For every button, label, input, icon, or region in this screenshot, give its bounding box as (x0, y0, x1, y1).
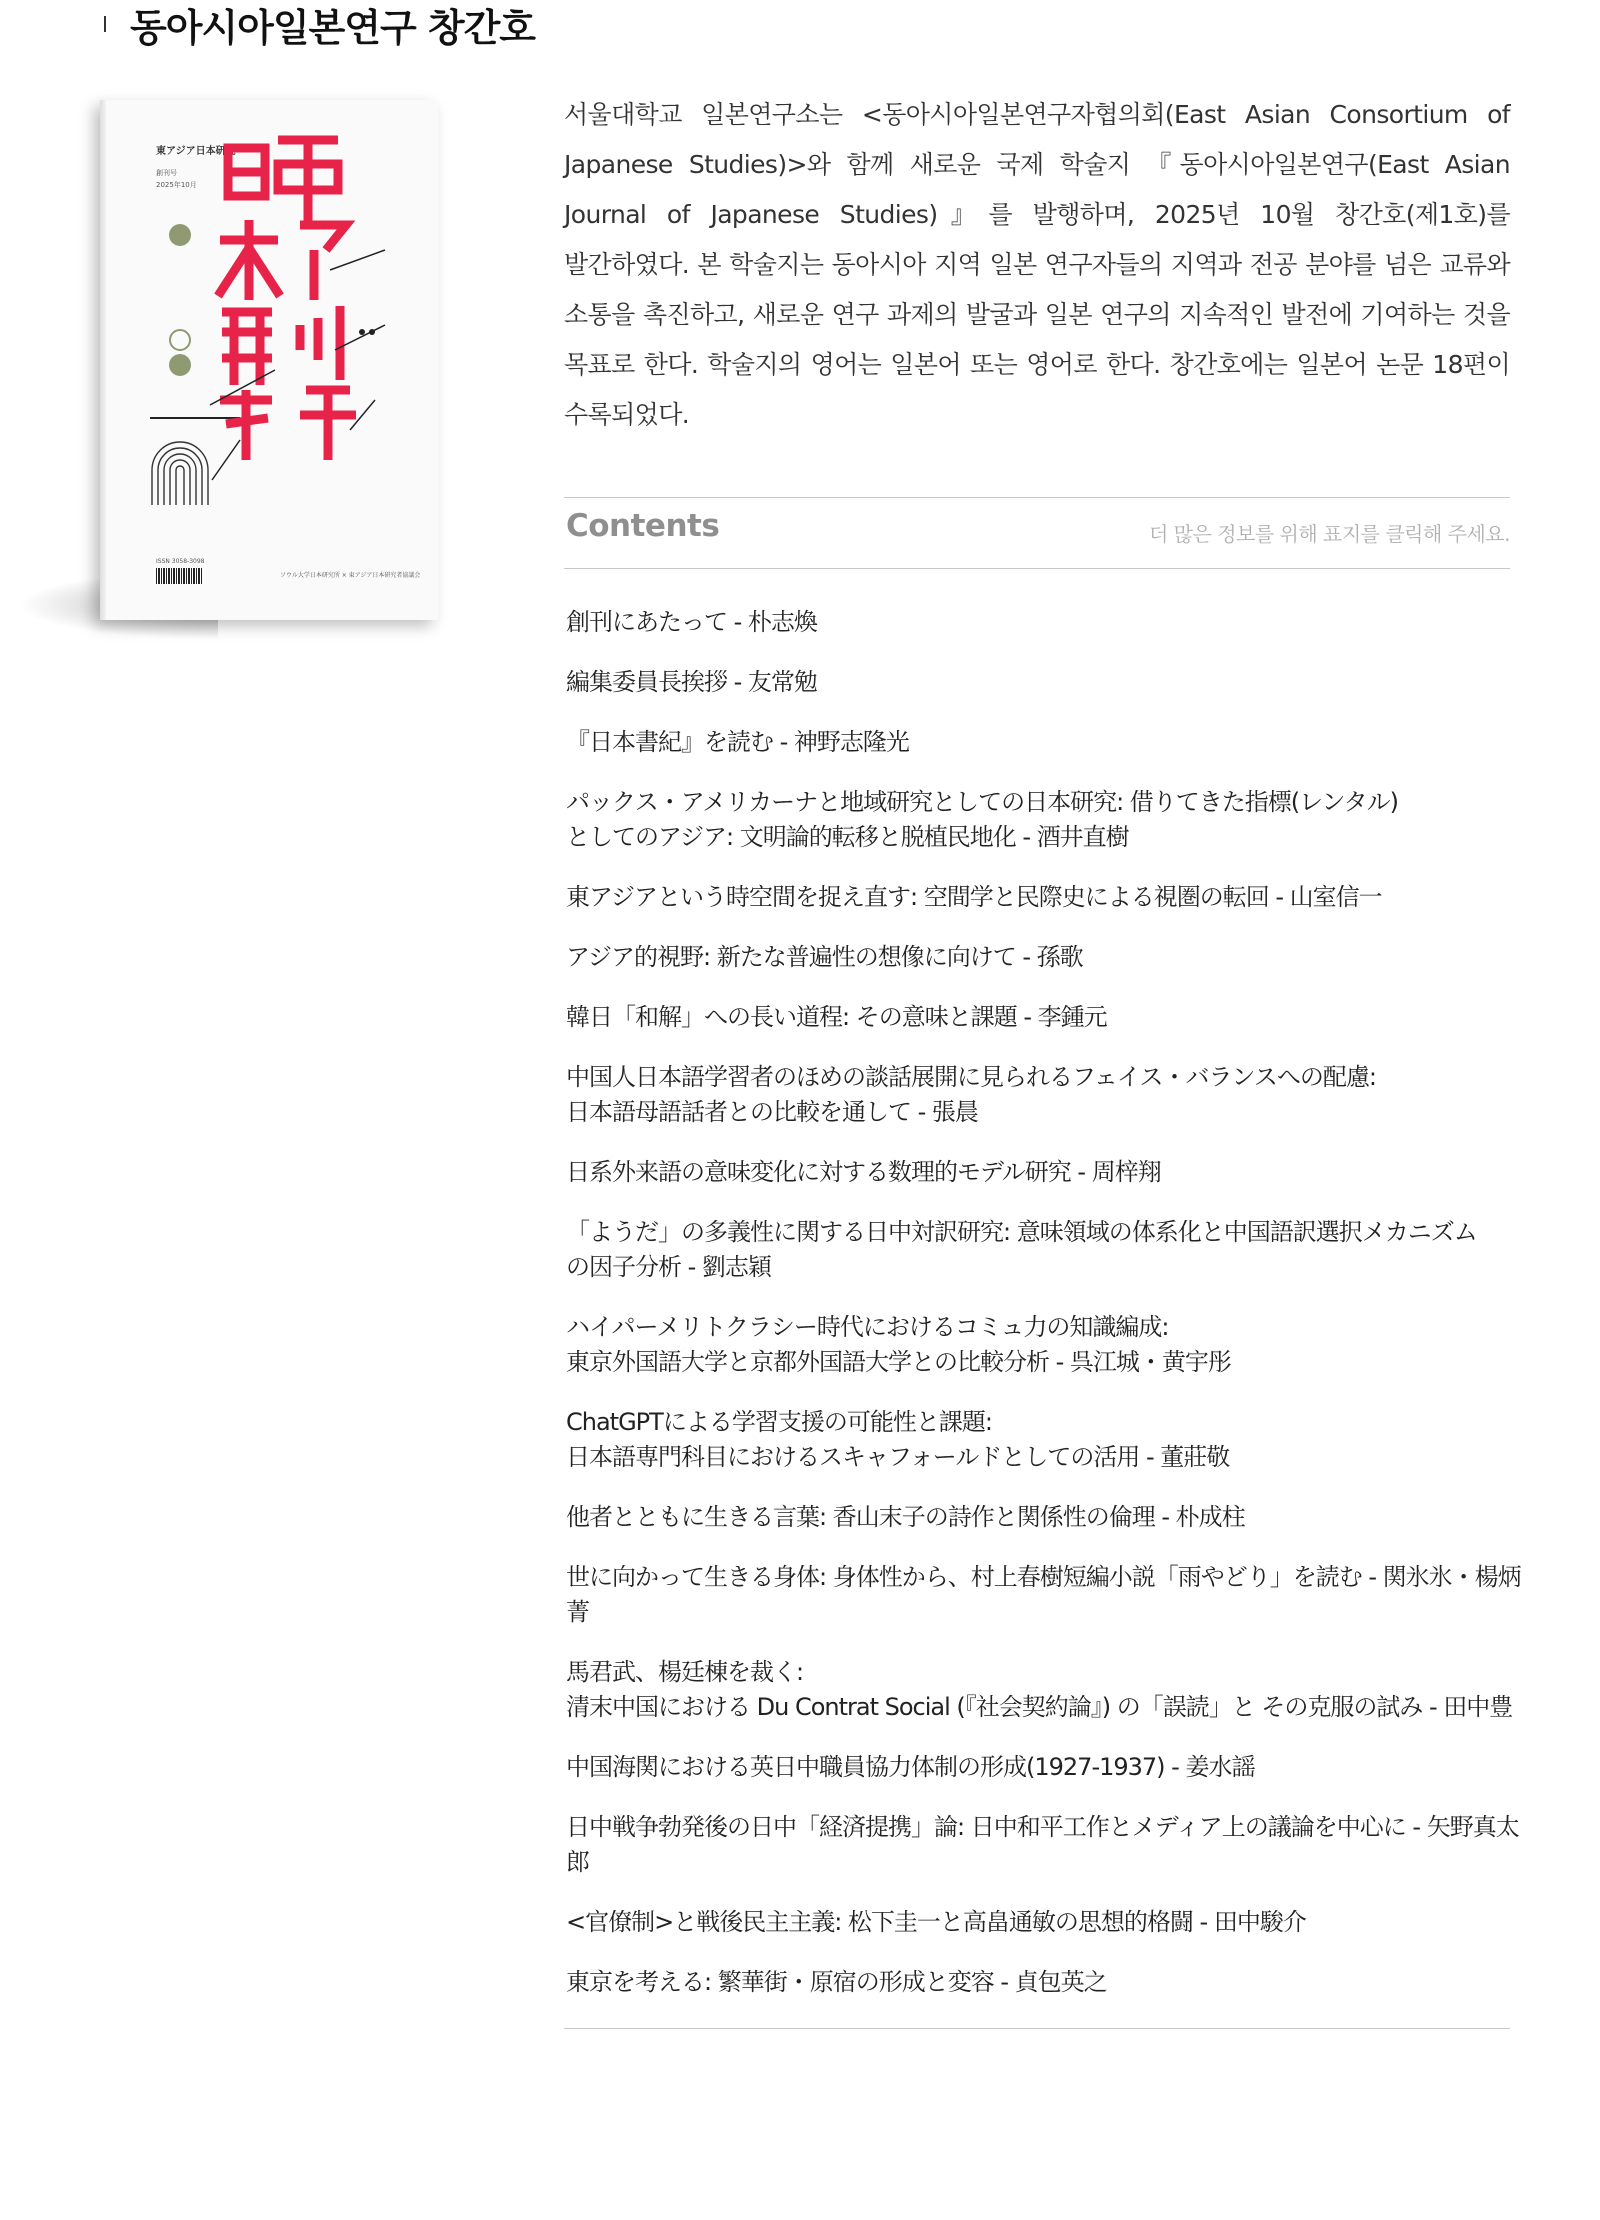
journal-cover-link[interactable] (18, 100, 438, 640)
toc-item-line: 東京外国語大学と京都外国語大学との比較分析 - 呉江城・黄宇彤 (566, 1348, 1231, 1376)
toc-item-line: <官僚制>と戦後民主主義: 松下圭一と高畠通敏の思想的格闘 - 田中駿介 (566, 1908, 1306, 1936)
barcode-icon (156, 568, 202, 584)
contents-top-divider (564, 497, 1510, 498)
toc-item (566, 1810, 1526, 1880)
toc-item-line: 韓日「和解」への長い道程: その意味と課題 - 李鍾元 (566, 1003, 1107, 1031)
toc-item-line: 「ようだ」の多義性に関する日中対訳研究: 意味領域の体系化と中国語訳選択メカニズム (566, 1218, 1477, 1246)
title-bar-divider (104, 16, 106, 32)
toc-item (566, 1215, 1526, 1285)
toc-item (566, 605, 1526, 640)
toc-item (566, 725, 1526, 760)
toc-item (566, 880, 1526, 915)
cover-isbn: ISSN 3058-3098 (156, 558, 205, 565)
toc-item (566, 1155, 1526, 1190)
toc-item-line: 日本語専門科目におけるスキャフォールドとしての活用 - 董莊敬 (566, 1443, 1230, 1471)
toc-item-line: 馬君武、楊廷棟を裁く: (566, 1658, 804, 1686)
toc-item-line: 日中戦争勃発後の日中「経済提携」論: 日中和平工作とメディア上の議論を中心に - 矢野真太郎 (566, 1813, 1519, 1876)
cover-issue: 創刊号 (156, 169, 177, 177)
toc-item-line: ChatGPTによる学習支援の可能性と課題: (566, 1408, 992, 1436)
toc-item-line: 『日本書紀』を読む - 神野志隆光 (566, 728, 909, 756)
toc-item (566, 1405, 1526, 1475)
toc-item-line: 中国人日本語学習者のほめの談話展開に見られるフェイス・バランスへの配慮: (566, 1063, 1376, 1091)
toc-item-line: の因子分析 - 劉志穎 (566, 1253, 771, 1281)
toc-item (566, 1000, 1526, 1035)
toc-item-line: ハイパーメリトクラシー時代におけるコミュ力の知識編成: (566, 1313, 1169, 1341)
toc-item-line: 中国海関における英日中職員協力体制の形成(1927-1937) - 姜水謡 (566, 1753, 1255, 1781)
toc-item (566, 940, 1526, 975)
contents-heading: Contents (566, 508, 720, 544)
toc-item-line: アジア的視野: 新たな普遍性の想像に向けて - 孫歌 (566, 943, 1083, 971)
toc-item (566, 1060, 1526, 1130)
toc-item (566, 1905, 1526, 1940)
toc-item-line: 東京を考える: 繁華街・原宿の形成と変容 - 貞包英之 (566, 1968, 1107, 1996)
cover-journal-name: 東アジア日本研究 (156, 146, 236, 157)
page-title-text: 동아시아일본연구 창간호 (130, 5, 536, 50)
page-title (104, 0, 535, 48)
cover-artwork (100, 100, 438, 620)
cover-date: 2025年10月 (156, 181, 197, 189)
journal-cover-image[interactable] (100, 100, 438, 620)
intro-paragraph: 서울대학교 일본연구소는 <동아시아일본연구자협의회(East Asian Consortium of Japanese Studies)>와 함께 새로운 국제 학술지 『동아시아일본연구(East Asian Journal of Japanese Studies)』를 발행하며, 2025년 10월 창간호(제1호)를 발간하였다. 본 학술지는 동아시아 지역 일본 연구자들의 지역과 전공 분야를 넘은 교류와 소통을 촉진하고, 새로운 연구 과제의 발굴과 일본 연구의 지속적인 발전에 기여하는 것을 목표로 한다. 학술지의 영어는 일본어 또는 영어로 한다. 창간호에는 일본어 논문 18편이 수록되었다. (564, 100, 1510, 429)
contents-header-divider (564, 568, 1510, 569)
toc-item (566, 1655, 1526, 1725)
cover-publisher: ソウル大学日本研究所 × 東アジア日本研究者協議会 (280, 572, 421, 579)
toc-item-line: 他者とともに生きる言葉: 香山末子の詩作と関係性の倫理 - 朴成柱 (566, 1503, 1245, 1531)
table-of-contents (566, 605, 1526, 2025)
toc-item (566, 1560, 1526, 1630)
toc-item-line: 清末中国における Du Contrat Social (『社会契約論』) の「誤読」と その克服の試み - 田中豊 (566, 1693, 1513, 1721)
contents-hint: 더 많은 정보를 위해 표지를 클릭해 주세요. (1149, 522, 1510, 546)
toc-item-line: 日系外来語の意味変化に対する数理的モデル研究 - 周梓翔 (566, 1158, 1161, 1186)
toc-item-line: 世に向かって生きる身体: 身体性から、村上春樹短編小説「雨やどり」を読む - 関氷氷・楊炳菁 (566, 1563, 1521, 1626)
toc-item (566, 785, 1526, 855)
toc-item-line: パックス・アメリカーナと地域研究としての日本研究: 借りてきた指標(レンタル) (566, 788, 1398, 816)
toc-item (566, 1500, 1526, 1535)
contents-bottom-divider (564, 2028, 1510, 2029)
toc-item (566, 1965, 1526, 2000)
toc-item (566, 665, 1526, 700)
toc-item-line: 東アジアという時空間を捉え直す: 空間学と民際史による視圏の転回 - 山室信一 (566, 883, 1382, 911)
toc-item-line: 編集委員長挨拶 - 友常勉 (566, 668, 817, 696)
toc-item-line: 創刊にあたって - 朴志煥 (566, 608, 817, 636)
toc-item (566, 1310, 1526, 1380)
toc-item-line: 日本語母語話者との比較を通して - 張晨 (566, 1098, 978, 1126)
toc-item-line: としてのアジア: 文明論的転移と脱植民地化 - 酒井直樹 (566, 823, 1129, 851)
toc-item (566, 1750, 1526, 1785)
